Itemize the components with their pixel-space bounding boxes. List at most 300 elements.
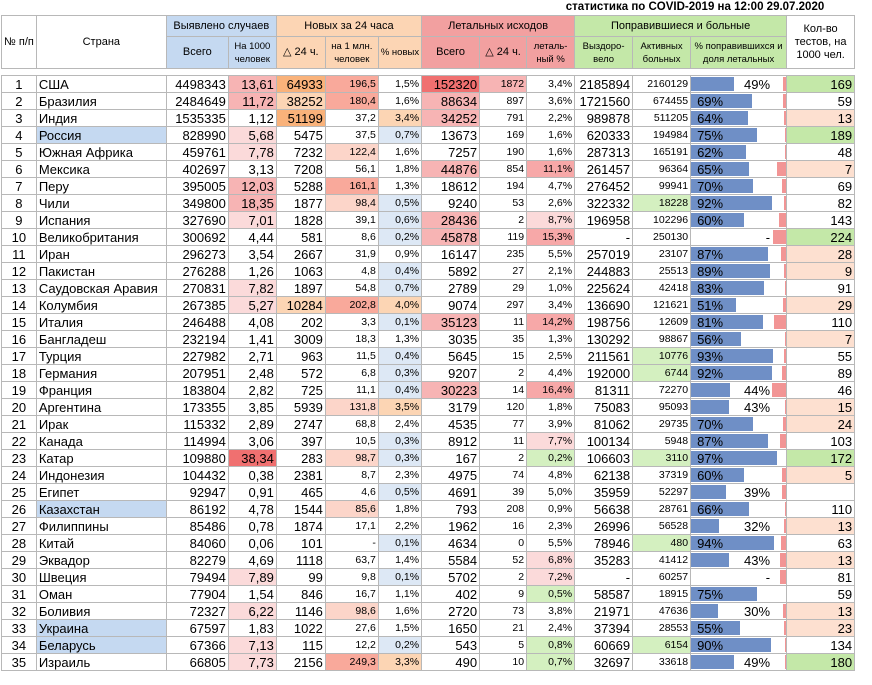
total-cell: 207951: [166, 365, 228, 382]
per1000-cell: 7,13: [228, 637, 276, 654]
ratio-label: 83%: [697, 280, 724, 296]
recovered-cell: 21971: [575, 603, 633, 620]
total-cell: 109880: [166, 450, 228, 467]
total-cell: 67366: [166, 637, 228, 654]
lethal-total-cell: 1650: [422, 620, 480, 637]
col-lethal-delta-header: △ 24 ч.: [480, 37, 527, 69]
total-cell: 402697: [166, 161, 228, 178]
recovered-cell: 322332: [575, 195, 633, 212]
per1000-cell: 3,13: [228, 161, 276, 178]
table-row: [2, 637, 855, 654]
country-cell: Канада: [36, 433, 166, 450]
lethal-total-cell: 4535: [422, 416, 480, 433]
tests-cell: 59: [787, 586, 855, 603]
per1m-cell: 11,1: [325, 382, 378, 399]
pct-new-cell: 0,1%: [378, 314, 421, 331]
tests-cell: 28: [787, 246, 855, 263]
per1m-cell: 27,6: [325, 620, 378, 637]
per1000-cell: 5,27: [228, 297, 276, 314]
recovered-cell: 276452: [575, 178, 633, 195]
lethal-pct-cell: 8,7%: [527, 212, 575, 229]
active-cell: 56528: [633, 518, 691, 535]
lethal-delta-cell: 39: [480, 484, 527, 501]
tests-cell: 5: [787, 467, 855, 484]
tests-cell: 63: [787, 535, 855, 552]
ratio-label: 39%: [744, 484, 771, 500]
country-cell: Катар: [36, 450, 166, 467]
recovered-cell: 106603: [575, 450, 633, 467]
recovered-cell: -: [575, 229, 633, 246]
per1m-cell: 10,5: [325, 433, 378, 450]
lethal-total-cell: 5645: [422, 348, 480, 365]
table-row: [2, 76, 855, 93]
country-cell: США: [36, 76, 166, 93]
table-row: [2, 450, 855, 467]
row-num-cell: 29: [2, 552, 37, 569]
col-ratio-header: % поправившихся и доля летальных: [691, 37, 787, 69]
per1000-cell: 0,38: [228, 467, 276, 484]
pct-new-cell: 0,3%: [378, 365, 421, 382]
lethal-delta-cell: 11: [480, 433, 527, 450]
lethal-pct-cell: 3,9%: [527, 416, 575, 433]
lethal-pct-cell: 7,7%: [527, 433, 575, 450]
group-lethal-header: Летальных исходов: [422, 16, 575, 37]
recovered-cell: 989878: [575, 110, 633, 127]
total-cell: 270831: [166, 280, 228, 297]
lethal-pct-cell: 0,5%: [527, 586, 575, 603]
total-cell: 459761: [166, 144, 228, 161]
active-cell: 47636: [633, 603, 691, 620]
ratio-label: 64%: [697, 110, 724, 126]
pct-new-cell: 0,5%: [378, 195, 421, 212]
country-cell: Турция: [36, 348, 166, 365]
active-cell: 23107: [633, 246, 691, 263]
ratio-cell: [691, 552, 787, 569]
col-new-header: △ 24 ч.: [276, 37, 325, 69]
lethal-total-cell: 5584: [422, 552, 480, 569]
ratio-label: 87%: [697, 246, 724, 262]
ratio-label: 32%: [744, 518, 771, 534]
per1000-cell: 11,72: [228, 93, 276, 110]
tests-cell: 13: [787, 603, 855, 620]
new-cases-cell: 2667: [276, 246, 325, 263]
active-cell: 3110: [633, 450, 691, 467]
total-cell: 86192: [166, 501, 228, 518]
recovered-cell: 60669: [575, 637, 633, 654]
tests-cell: 110: [787, 314, 855, 331]
row-num-cell: 33: [2, 620, 37, 637]
row-num-cell: 31: [2, 586, 37, 603]
ratio-label: 49%: [744, 76, 771, 92]
active-cell: 674455: [633, 93, 691, 110]
table-row: [2, 484, 855, 501]
lethal-delta-cell: 15: [480, 348, 527, 365]
row-num-cell: 25: [2, 484, 37, 501]
table-row: [2, 127, 855, 144]
per1m-cell: 98,6: [325, 603, 378, 620]
lethal-pct-cell: 7,2%: [527, 569, 575, 586]
ratio-cell: [691, 603, 787, 620]
ratio-label: 62%: [697, 144, 724, 160]
ratio-label: 92%: [697, 365, 724, 381]
per1000-cell: 3,06: [228, 433, 276, 450]
per1000-cell: 1,54: [228, 586, 276, 603]
active-cell: 28553: [633, 620, 691, 637]
per1000-cell: 0,78: [228, 518, 276, 535]
ratio-label: 94%: [697, 535, 724, 551]
country-cell: Южная Африка: [36, 144, 166, 161]
new-cases-cell: 38252: [276, 93, 325, 110]
ratio-cell: [691, 178, 787, 195]
recovered-cell: 211561: [575, 348, 633, 365]
recovered-cell: 62138: [575, 467, 633, 484]
lethal-total-cell: 167: [422, 450, 480, 467]
total-cell: 296273: [166, 246, 228, 263]
lethal-delta-cell: 73: [480, 603, 527, 620]
country-cell: Украина: [36, 620, 166, 637]
lethal-total-cell: 3035: [422, 331, 480, 348]
recovered-cell: 261457: [575, 161, 633, 178]
row-num-cell: 17: [2, 348, 37, 365]
lethal-pct-cell: 0,9%: [527, 501, 575, 518]
pct-new-cell: 2,2%: [378, 518, 421, 535]
active-cell: 98867: [633, 331, 691, 348]
lethal-pct-cell: 3,4%: [527, 76, 575, 93]
per1000-cell: 3,54: [228, 246, 276, 263]
ratio-label: 56%: [697, 331, 724, 347]
recovered-cell: 287313: [575, 144, 633, 161]
lethal-total-cell: 28436: [422, 212, 480, 229]
pct-new-cell: 1,6%: [378, 603, 421, 620]
lethal-pct-cell: 2,4%: [527, 620, 575, 637]
lethal-pct-cell: 15,3%: [527, 229, 575, 246]
recovered-cell: 32697: [575, 654, 633, 671]
lethal-total-cell: 35123: [422, 314, 480, 331]
lethal-pct-cell: 4,7%: [527, 178, 575, 195]
per1000-cell: 7,82: [228, 280, 276, 297]
row-num-cell: 20: [2, 399, 37, 416]
pct-new-cell: 1,6%: [378, 93, 421, 110]
pct-new-cell: 1,8%: [378, 501, 421, 518]
lethal-delta-cell: 29: [480, 280, 527, 297]
country-cell: Индия: [36, 110, 166, 127]
active-cell: 6744: [633, 365, 691, 382]
per1m-cell: 54,8: [325, 280, 378, 297]
ratio-cell: [691, 110, 787, 127]
new-cases-cell: 51199: [276, 110, 325, 127]
row-num-cell: 3: [2, 110, 37, 127]
per1000-cell: 5,68: [228, 127, 276, 144]
col-lethal-pct-header: леталь-ный %: [527, 37, 575, 69]
per1m-cell: 4,8: [325, 263, 378, 280]
country-cell: Великобритания: [36, 229, 166, 246]
lethal-delta-cell: 235: [480, 246, 527, 263]
table-row: [2, 348, 855, 365]
col-pct-new-header: % новых: [378, 37, 421, 69]
total-cell: 276288: [166, 263, 228, 280]
ratio-label: 44%: [744, 382, 771, 398]
new-cases-cell: 1897: [276, 280, 325, 297]
new-cases-cell: 99: [276, 569, 325, 586]
total-cell: 92947: [166, 484, 228, 501]
tests-cell: 134: [787, 637, 855, 654]
col-recovered-header: Выздоро-вело: [575, 37, 633, 69]
country-cell: Бразилия: [36, 93, 166, 110]
new-cases-cell: 1874: [276, 518, 325, 535]
total-cell: 85486: [166, 518, 228, 535]
lethal-pct-cell: 5,5%: [527, 535, 575, 552]
ratio-label: 30%: [744, 603, 771, 619]
row-num-cell: 21: [2, 416, 37, 433]
country-cell: Саудовская Аравия: [36, 280, 166, 297]
ratio-cell: [691, 433, 787, 450]
ratio-cell: [691, 569, 787, 586]
recovered-cell: 620333: [575, 127, 633, 144]
row-num-cell: 32: [2, 603, 37, 620]
active-cell: 72270: [633, 382, 691, 399]
country-cell: Мексика: [36, 161, 166, 178]
lethal-delta-cell: 1872: [480, 76, 527, 93]
per1m-cell: 16,7: [325, 586, 378, 603]
tests-cell: 180: [787, 654, 855, 671]
table-row: [2, 416, 855, 433]
row-num-cell: 23: [2, 450, 37, 467]
recovered-cell: 1721560: [575, 93, 633, 110]
new-cases-cell: 5939: [276, 399, 325, 416]
per1000-cell: 2,48: [228, 365, 276, 382]
country-cell: Израиль: [36, 654, 166, 671]
row-num-cell: 5: [2, 144, 37, 161]
recovered-cell: 35283: [575, 552, 633, 569]
new-cases-cell: 1063: [276, 263, 325, 280]
lethal-total-cell: 7257: [422, 144, 480, 161]
total-cell: 349800: [166, 195, 228, 212]
tests-cell: 9: [787, 263, 855, 280]
lethal-delta-cell: 27: [480, 263, 527, 280]
ratio-cell: [691, 246, 787, 263]
lethal-delta-cell: 120: [480, 399, 527, 416]
row-num-cell: 1: [2, 76, 37, 93]
new-cases-cell: 2156: [276, 654, 325, 671]
pct-new-cell: 1,8%: [378, 161, 421, 178]
tests-cell: 24: [787, 416, 855, 433]
table-row: [2, 331, 855, 348]
per1000-cell: 7,73: [228, 654, 276, 671]
table-row: [2, 93, 855, 110]
active-cell: 6154: [633, 637, 691, 654]
ratio-cell: [691, 467, 787, 484]
total-cell: 232194: [166, 331, 228, 348]
col-lethal-total-header: Всего: [422, 37, 480, 69]
country-cell: Германия: [36, 365, 166, 382]
total-cell: 327690: [166, 212, 228, 229]
row-num-cell: 24: [2, 467, 37, 484]
new-cases-cell: 572: [276, 365, 325, 382]
recovered-cell: 100134: [575, 433, 633, 450]
col-num-header: № п/п: [2, 16, 37, 69]
row-num-cell: 27: [2, 518, 37, 535]
ratio-label: 70%: [697, 178, 724, 194]
country-cell: Индонезия: [36, 467, 166, 484]
recovered-cell: 58587: [575, 586, 633, 603]
new-cases-cell: 1828: [276, 212, 325, 229]
row-num-cell: 9: [2, 212, 37, 229]
lethal-pct-cell: 2,5%: [527, 348, 575, 365]
new-cases-cell: 3009: [276, 331, 325, 348]
pct-new-cell: 0,4%: [378, 348, 421, 365]
col-per1000-header: На 1000 человек: [228, 37, 276, 69]
ratio-cell: [691, 229, 787, 246]
tests-cell: 55: [787, 348, 855, 365]
lethal-delta-cell: 53: [480, 195, 527, 212]
ratio-cell: [691, 654, 787, 671]
per1m-cell: 63,7: [325, 552, 378, 569]
lethal-pct-cell: 0,2%: [527, 450, 575, 467]
per1m-cell: 12,2: [325, 637, 378, 654]
per1m-cell: 131,8: [325, 399, 378, 416]
tests-cell: 82: [787, 195, 855, 212]
ratio-label: 60%: [697, 467, 724, 483]
group-detected-header: Выявлено случаев: [166, 16, 276, 37]
lethal-delta-cell: 791: [480, 110, 527, 127]
active-cell: 25513: [633, 263, 691, 280]
table-row: [2, 535, 855, 552]
lethal-pct-cell: 0,8%: [527, 637, 575, 654]
row-num-cell: 16: [2, 331, 37, 348]
per1m-cell: 8,6: [325, 229, 378, 246]
per1m-cell: 17,1: [325, 518, 378, 535]
lethal-pct-cell: 4,8%: [527, 467, 575, 484]
country-cell: Чили: [36, 195, 166, 212]
active-cell: 12609: [633, 314, 691, 331]
covid-stats-table: [1, 15, 855, 671]
pct-new-cell: 1,5%: [378, 620, 421, 637]
ratio-label: 97%: [697, 450, 724, 466]
lethal-pct-cell: 16,4%: [527, 382, 575, 399]
lethal-total-cell: 5892: [422, 263, 480, 280]
recovered-cell: 26996: [575, 518, 633, 535]
ratio-cell: [691, 161, 787, 178]
pct-new-cell: 2,3%: [378, 467, 421, 484]
pct-new-cell: 1,5%: [378, 76, 421, 93]
country-cell: Филиппины: [36, 518, 166, 535]
recovered-cell: 37394: [575, 620, 633, 637]
lethal-delta-cell: 35: [480, 331, 527, 348]
lethal-pct-cell: 3,8%: [527, 603, 575, 620]
new-cases-cell: 64933: [276, 76, 325, 93]
lethal-pct-cell: 14,2%: [527, 314, 575, 331]
per1000-cell: 18,35: [228, 195, 276, 212]
table-row: [2, 365, 855, 382]
pct-new-cell: 0,4%: [378, 263, 421, 280]
group-recovered-header: Поправившиеся и больные: [575, 16, 787, 37]
country-cell: Казахстан: [36, 501, 166, 518]
ratio-label: 55%: [697, 620, 724, 636]
per1000-cell: 7,01: [228, 212, 276, 229]
ratio-cell: [691, 450, 787, 467]
lethal-pct-cell: 1,0%: [527, 280, 575, 297]
pct-new-cell: 0,2%: [378, 229, 421, 246]
table-row: [2, 569, 855, 586]
active-cell: 28761: [633, 501, 691, 518]
recovered-cell: -: [575, 569, 633, 586]
new-cases-cell: 1118: [276, 552, 325, 569]
recovered-cell: 35959: [575, 484, 633, 501]
lethal-total-cell: 45878: [422, 229, 480, 246]
recovered-cell: 130292: [575, 331, 633, 348]
table-row: [2, 433, 855, 450]
lethal-delta-cell: 52: [480, 552, 527, 569]
lethal-delta-cell: 77: [480, 416, 527, 433]
ratio-cell: [691, 637, 787, 654]
new-cases-cell: 7232: [276, 144, 325, 161]
recovered-cell: 56638: [575, 501, 633, 518]
row-num-cell: 13: [2, 280, 37, 297]
country-cell: Иран: [36, 246, 166, 263]
lethal-total-cell: 4975: [422, 467, 480, 484]
lethal-total-cell: 4634: [422, 535, 480, 552]
pct-new-cell: 0,1%: [378, 569, 421, 586]
tests-cell: 48: [787, 144, 855, 161]
lethal-total-cell: 5702: [422, 569, 480, 586]
pct-new-cell: 1,1%: [378, 586, 421, 603]
ratio-cell: [691, 365, 787, 382]
ratio-label: 93%: [697, 348, 724, 364]
ratio-cell: [691, 93, 787, 110]
total-cell: 66805: [166, 654, 228, 671]
recovered-cell: 78946: [575, 535, 633, 552]
ratio-label: 87%: [697, 433, 724, 449]
lethal-delta-cell: 5: [480, 637, 527, 654]
new-cases-cell: 283: [276, 450, 325, 467]
per1m-cell: 3,3: [325, 314, 378, 331]
per1m-cell: 4,6: [325, 484, 378, 501]
new-cases-cell: 725: [276, 382, 325, 399]
lethal-pct-cell: 6,8%: [527, 552, 575, 569]
pct-new-cell: 2,4%: [378, 416, 421, 433]
ratio-cell: [691, 535, 787, 552]
lethal-pct-cell: 1,6%: [527, 127, 575, 144]
lethal-delta-cell: 0: [480, 535, 527, 552]
pct-new-cell: 0,7%: [378, 280, 421, 297]
recovered-cell: 196958: [575, 212, 633, 229]
new-cases-cell: 115: [276, 637, 325, 654]
recovered-cell: 198756: [575, 314, 633, 331]
ratio-label: 49%: [744, 654, 771, 670]
table-row: [2, 280, 855, 297]
active-cell: 511205: [633, 110, 691, 127]
ratio-cell: [691, 586, 787, 603]
per1000-cell: 0,06: [228, 535, 276, 552]
total-cell: 1535335: [166, 110, 228, 127]
country-cell: Испания: [36, 212, 166, 229]
table-row: [2, 518, 855, 535]
per1m-cell: 85,6: [325, 501, 378, 518]
new-cases-cell: 581: [276, 229, 325, 246]
per1m-cell: 202,8: [325, 297, 378, 314]
tests-cell: 91: [787, 280, 855, 297]
lethal-delta-cell: 21: [480, 620, 527, 637]
lethal-delta-cell: 14: [480, 382, 527, 399]
ratio-cell: [691, 280, 787, 297]
pct-new-cell: 0,9%: [378, 246, 421, 263]
per1m-cell: -: [325, 535, 378, 552]
recovered-cell: 75083: [575, 399, 633, 416]
ratio-cell: [691, 518, 787, 535]
total-cell: 246488: [166, 314, 228, 331]
lethal-pct-cell: 2,1%: [527, 263, 575, 280]
row-num-cell: 15: [2, 314, 37, 331]
